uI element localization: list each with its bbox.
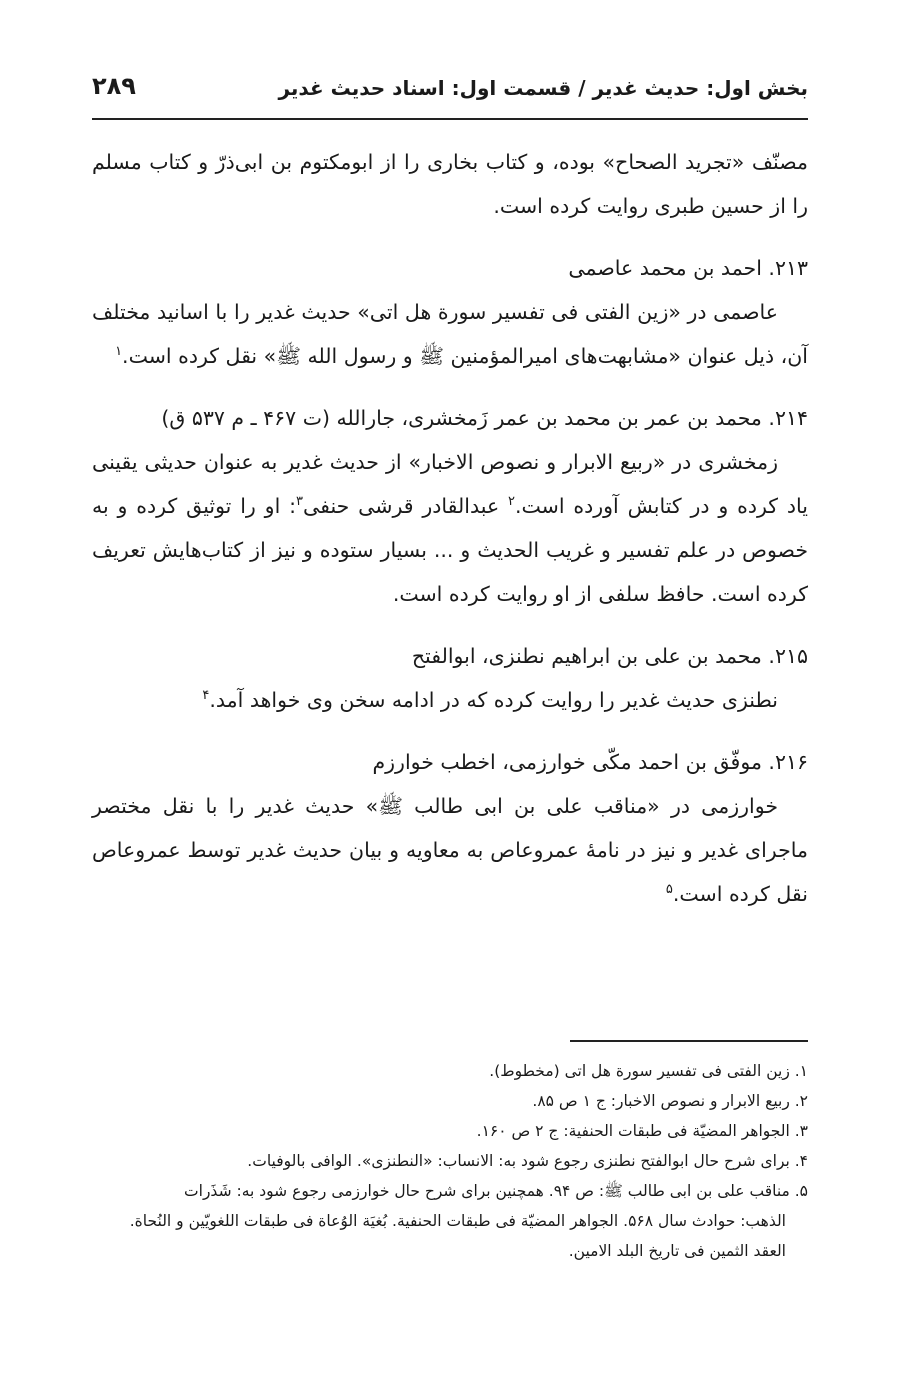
header-divider	[92, 118, 808, 120]
entry-215-title: ۲۱۵. محمد بن علی بن ابراهیم نطنزی، ابوالفتح	[411, 644, 808, 668]
footnote-1: ۱. زین الفتی فی تفسیر سورة هل اتی (مخطوط).	[489, 1062, 808, 1080]
footnote-ref-4[interactable]: ۴	[202, 688, 210, 704]
footnote-3: ۳. الجواهر المضیّة فی طبقات الحنفیة: ج ۲ ص ۱۶۰.	[476, 1122, 808, 1140]
footnote-divider	[570, 1040, 808, 1042]
entry-213-text	[92, 290, 808, 378]
footnote-ref-2[interactable]: ۲	[508, 494, 516, 510]
footnote-2: ۲. ربیع الابرار و نصوص الاخبار: ج ۱ ص ۸۵.	[532, 1092, 808, 1110]
footnote-ref-1[interactable]: ۱	[115, 344, 123, 360]
entry-216-title: ۲۱۶. موفّق بن احمد مکّی خوارزمی، اخطب خوارزم	[372, 750, 808, 774]
footnote-5-line-3: العقد الثمین فی تاریخ البلد الامین.	[568, 1242, 786, 1260]
entry-216-body: خوارزمی در «مناقب علی بن ابی طالب ﷺ» حدیث غدیر را با نقل مختصر ماجرای غدیر و نیز در نامهٔ عمروعاص به معاویه و بیان حدیث غدیر توسط عمروعاص نقل کرده است.	[92, 794, 808, 906]
entry-214-title: ۲۱۴. محمد بن عمر بن محمد بن عمر زَمخشری، جارالله (ت ۴۶۷ ـ م ۵۳۷ ق)	[161, 406, 808, 430]
footnotes	[92, 1056, 808, 1266]
page-number: ۲۸۹	[92, 72, 136, 100]
entry-215-text	[92, 678, 808, 722]
footnote-4: ۴. برای شرح حال ابوالفتح نطنزی رجوع شود به: الانساب: «النطنزی». الوافی بالوفیات.	[247, 1152, 808, 1170]
entry-214-body-a: زمخشری در «ربیع الابرار و نصوص الاخبار» از حدیث غدیر به عنوان حدیثی یقینی یاد کرده و در کتابش آورده است.	[92, 450, 808, 518]
footnote-5-line-2: الذهب: حوادث سال ۵۶۸. الجواهر المضیّة فی طبقات الحنفیة. بُغیَة الوُعاة فی طبقات اللغویّین و النُحاة.	[129, 1212, 786, 1230]
footnote-ref-3[interactable]: ۳	[296, 494, 304, 510]
entry-214-body-c: : او را توثیق کرده و به خصوص در علم تفسیر و غریب الحدیث و ... بسیار ستوده و نیز از کتاب‌هایش تعریف کرده است. حافظ سلفی از او روایت کرده است.	[92, 494, 808, 606]
entry-214-body-b: عبدالقادر قرشی حنفی	[303, 494, 509, 518]
entry-216-text	[92, 784, 808, 916]
footnote-ref-5[interactable]: ۵	[665, 882, 673, 898]
entry-215-body: نطنزی حدیث غدیر را روایت کرده که در ادامه سخن وی خواهد آمد.	[209, 688, 778, 712]
entry-214-text	[92, 440, 808, 616]
page-header	[92, 70, 808, 110]
running-title: بخش اول: حدیث غدیر / قسمت اول: اسناد حدیث غدیر	[278, 76, 808, 100]
entry-213-body: عاصمی در «زین الفتی فی تفسیر سورة هل اتی» حدیث غدیر را با اسانید مختلف آن، ذیل عنوان «مشابهت‌های امیرالمؤمنین ﷺ و رسول الله ﷺ» نقل کرده است.	[92, 300, 808, 368]
entry-213-title: ۲۱۳. احمد بن محمد عاصمی	[568, 256, 808, 280]
main-text	[92, 140, 808, 916]
footnote-5: ۵. مناقب علی بن ابی طالب ﷺ: ص ۹۴. همچنین برای شرح حال خوارزمی رجوع شود به: شَذَرات	[184, 1182, 808, 1200]
paragraph-intro: مصنّف «تجرید الصحاح» بوده، و کتاب بخاری را از ابومکتوم بن ابی‌ذرّ و کتاب مسلم را از حسین طبری روایت کرده است.	[92, 150, 808, 218]
